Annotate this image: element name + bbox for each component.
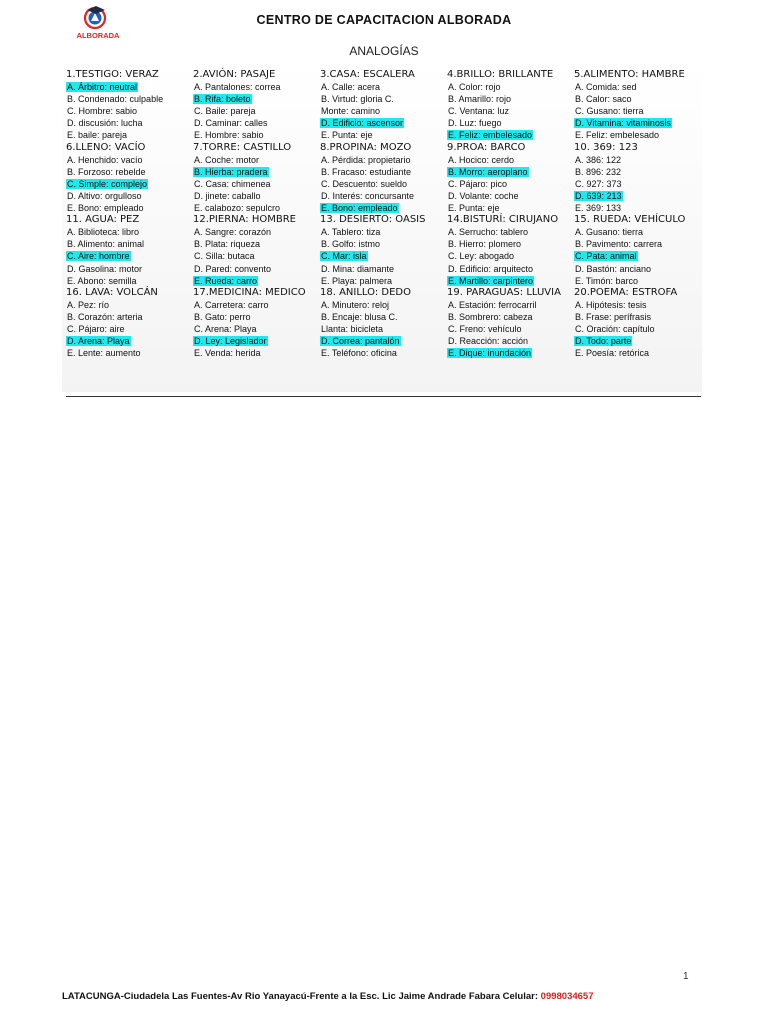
- answer-option: [447, 202, 574, 214]
- option-text: E. Lente: aumento: [67, 348, 141, 359]
- answer-option: [66, 299, 193, 311]
- option-text: C. Arena: Playa: [194, 323, 257, 334]
- analogy-question: 19. PARAGUAS: LLUVIA: [447, 286, 561, 298]
- analogy-question: 5.ALIMENTO: HAMBRE: [574, 69, 685, 80]
- answer-option: [193, 129, 320, 141]
- answer-option: [193, 202, 320, 214]
- option-text: E. Abono: semilla: [67, 275, 137, 286]
- answer-option-correct: [193, 166, 320, 178]
- answer-option: [66, 263, 193, 275]
- option-text: E. Playa: palmera: [321, 275, 393, 286]
- column-1: [66, 69, 193, 359]
- answer-option: [193, 178, 320, 190]
- answer-option: [193, 226, 320, 238]
- answer-option-correct: [320, 250, 447, 262]
- option-text: D. Ley: Legislador: [194, 336, 267, 347]
- option-text: A. Color: rojo: [448, 82, 501, 93]
- option-text: E. Timón: barco: [575, 275, 639, 286]
- answer-option: [574, 226, 706, 238]
- answer-option: [193, 250, 320, 262]
- column-2: [193, 69, 320, 359]
- option-text: C. Ley: abogado: [448, 251, 515, 262]
- option-text: E. Bono: empleado: [321, 203, 398, 214]
- answer-option: [193, 105, 320, 117]
- analogy-block: [574, 214, 706, 287]
- answer-option: [574, 154, 706, 166]
- answer-option: [574, 238, 706, 250]
- option-text: A. Hipótesis: tesis: [575, 299, 647, 310]
- option-text: B. Encaje: blusa C.: [321, 311, 398, 322]
- answer-option: [193, 190, 320, 202]
- analogy-block: [193, 142, 320, 215]
- option-text: B. Condenado: culpable: [67, 94, 164, 105]
- option-text: A. Gusano: tierra: [575, 227, 644, 238]
- footer-address: [62, 991, 594, 1002]
- page-title: CENTRO DE CAPACITACION ALBORADA: [256, 13, 512, 27]
- option-text: B. Amarillo: rojo: [448, 94, 512, 105]
- answer-option: [66, 105, 193, 117]
- option-text: A. Árbitro: neutral: [67, 82, 138, 93]
- option-text: C. Simple: complejo: [67, 178, 148, 189]
- answer-option: [320, 275, 447, 287]
- option-text: A. Hocico: cerdo: [448, 154, 515, 165]
- analogy-question: 15. RUEDA: VEHÍCULO: [574, 214, 686, 226]
- answer-option: [320, 190, 447, 202]
- analogy-block: [447, 142, 574, 215]
- analogy-block: [320, 214, 447, 287]
- answer-option-correct: [574, 117, 706, 129]
- answer-option: [66, 190, 193, 202]
- analogy-question: 17.MEDICINA: MEDICO: [193, 286, 306, 298]
- option-text: E. Dique: inundación: [448, 348, 532, 359]
- option-text: C. Gusano: tierra: [575, 106, 644, 117]
- option-text: E. baile: pareja: [67, 130, 128, 141]
- answer-option: [447, 311, 574, 323]
- option-text: A. Coche: motor: [194, 154, 260, 165]
- answer-option: [574, 105, 706, 117]
- answer-option: [320, 178, 447, 190]
- column-5: [574, 69, 706, 359]
- option-text: A. 386: 122: [575, 154, 622, 165]
- answer-option: [193, 299, 320, 311]
- option-text: A. Pérdida: propietario: [321, 154, 411, 165]
- analogy-question: 11. AGUA: PEZ: [66, 214, 140, 226]
- option-text: C. Pájaro: aire: [67, 323, 125, 334]
- option-text: B. Hierro: plomero: [448, 239, 522, 250]
- analogy-block: [320, 287, 447, 360]
- analogy-question: 4.BRILLO: BRILLANTE: [447, 69, 554, 80]
- answer-option: [574, 311, 706, 323]
- analogy-block: [447, 69, 574, 142]
- answer-option: [193, 347, 320, 359]
- answer-option-correct: [447, 347, 574, 359]
- option-text: C. Hombre: sabio: [67, 106, 138, 117]
- answer-option: [447, 105, 574, 117]
- option-text: E. Poesía: retórica: [575, 348, 650, 359]
- option-text: D. Reacción: acción: [448, 336, 529, 347]
- option-text: B. Golfo: istmo: [321, 239, 381, 250]
- answer-option: [320, 93, 447, 105]
- option-text: Llanta: bicicleta: [321, 323, 384, 334]
- option-text: C. Silla: butaca: [194, 251, 255, 262]
- option-text: B. Alimento: animal: [67, 239, 145, 250]
- answer-option-correct: [447, 129, 574, 141]
- option-text: A. Comida: sed: [575, 82, 637, 93]
- option-text: A. Minutero: reloj: [321, 299, 390, 310]
- option-text: A. Henchido: vacío: [67, 154, 143, 165]
- answer-option: [320, 311, 447, 323]
- answer-option-correct: [320, 117, 447, 129]
- analogy-question: 6.LLENO: VACÍO: [66, 141, 146, 153]
- option-text: C. Ventana: luz: [448, 106, 510, 117]
- logo-text: ALBORADA: [76, 31, 120, 40]
- analogy-block: [320, 142, 447, 215]
- analogy-question: 7.TORRE: CASTILLO: [193, 141, 292, 153]
- answer-option: [447, 335, 574, 347]
- answer-option: [447, 117, 574, 129]
- answer-option: [320, 299, 447, 311]
- answer-option: [193, 311, 320, 323]
- answer-option: [66, 129, 193, 141]
- option-text: A. Carretera: carro: [194, 299, 269, 310]
- answer-option: [66, 93, 193, 105]
- answer-option: [574, 178, 706, 190]
- column-3: [320, 69, 447, 359]
- answer-option: [447, 190, 574, 202]
- answer-option: [447, 154, 574, 166]
- answer-option: [66, 117, 193, 129]
- footer-text: LATACUNGA-Ciudadela Las Fuentes-Av Rio Yanayacú-Frente a la Esc. Lic Jaime Andrade Fabara Celular:: [62, 991, 541, 1002]
- option-text: E. Rueda: carro: [194, 275, 258, 286]
- answer-option: [320, 347, 447, 359]
- analogy-question: 13. DESIERTO: OASIS: [320, 214, 426, 226]
- answer-option: [66, 226, 193, 238]
- option-text: D. 639: 213: [575, 190, 622, 201]
- answer-option-correct: [447, 275, 574, 287]
- analogy-block: [66, 287, 193, 360]
- option-text: A. Pantalones: correa: [194, 82, 281, 93]
- option-text: D. Todo: parte: [575, 336, 632, 347]
- option-text: D. Arena: Playa: [67, 336, 130, 347]
- analogy-block: [447, 214, 574, 287]
- option-text: B. 896: 232: [575, 166, 622, 177]
- option-text: B. Plata: riqueza: [194, 239, 261, 250]
- analogy-question: 16. LAVA: VOLCÁN: [66, 286, 158, 298]
- answer-option-correct: [66, 250, 193, 262]
- answer-option: [320, 238, 447, 250]
- answer-option-correct: [66, 178, 193, 190]
- answer-option: [447, 250, 574, 262]
- answer-option-correct: [574, 250, 706, 262]
- answer-option-correct: [320, 335, 447, 347]
- option-text: D. Correa: pantalón: [321, 336, 400, 347]
- option-text: D. Volante: coche: [448, 190, 519, 201]
- analogy-question: 12.PIERNA: HOMBRE: [193, 214, 296, 226]
- answer-option: [193, 263, 320, 275]
- answer-option: [574, 202, 706, 214]
- option-text: B. Corazón: arteria: [67, 311, 143, 322]
- option-text: D. Gasolina: motor: [67, 263, 143, 274]
- option-text: D. Bastón: anciano: [575, 263, 652, 274]
- option-text: B. Pavimento: carrera: [575, 239, 663, 250]
- answer-option: [447, 81, 574, 93]
- option-text: E. Martillo: carpintero: [448, 275, 534, 286]
- option-text: B. Virtud: gloria C.: [321, 94, 394, 105]
- analogy-question: 18. ANILLO: DEDO: [320, 286, 411, 298]
- answer-option: [447, 263, 574, 275]
- answer-option: [66, 166, 193, 178]
- answer-option-correct: [193, 335, 320, 347]
- answer-option-correct: [574, 335, 706, 347]
- option-text: E. Feliz: embelesado: [575, 130, 660, 141]
- answer-option: [193, 154, 320, 166]
- option-text: E. 369: 133: [575, 203, 622, 214]
- answer-option: [66, 275, 193, 287]
- analogy-question: 2.AVIÓN: PASAJE: [193, 69, 276, 80]
- option-text: E. calabozo: sepulcro: [194, 203, 281, 214]
- answer-option: [447, 178, 574, 190]
- answer-option: [320, 105, 447, 117]
- option-text: B. Hierba: pradera: [194, 166, 268, 177]
- option-text: D. Pared: convento: [194, 263, 272, 274]
- option-text: E. Bono: empleado: [67, 203, 144, 214]
- analogy-block: [193, 287, 320, 360]
- answer-option: [574, 263, 706, 275]
- option-text: D. jinete: caballo: [194, 190, 261, 201]
- answer-option: [320, 154, 447, 166]
- analogy-block: [193, 214, 320, 287]
- answer-option: [66, 202, 193, 214]
- answer-option: [320, 166, 447, 178]
- option-text: D. Vitamina: vitaminosis: [575, 118, 671, 129]
- answer-option-correct: [193, 275, 320, 287]
- answer-option: [447, 323, 574, 335]
- option-text: D. Edificio: arquitecto: [448, 263, 534, 274]
- analogies-grid: [66, 69, 706, 359]
- answer-option: [193, 323, 320, 335]
- answer-option: [447, 93, 574, 105]
- option-text: B. Fracaso: estudiante: [321, 166, 412, 177]
- option-text: E. Punta: eje: [448, 203, 500, 214]
- option-text: B. Sombrero: cabeza: [448, 311, 533, 322]
- answer-option: [66, 154, 193, 166]
- answer-option: [320, 226, 447, 238]
- option-text: C. Baile: pareja: [194, 106, 256, 117]
- option-text: D. Luz: fuego: [448, 118, 502, 129]
- analogy-question: 20.POEMA: ESTROFA: [574, 286, 678, 298]
- answer-option-correct: [447, 166, 574, 178]
- option-text: A. Calle: acera: [321, 82, 381, 93]
- option-text: C. Pata: animal: [575, 251, 637, 262]
- option-text: A. Estación: ferrocarril: [448, 299, 537, 310]
- page-number: 1: [683, 971, 689, 982]
- option-text: B. Gato: perro: [194, 311, 251, 322]
- analogy-block: [320, 69, 447, 142]
- answer-option: [447, 226, 574, 238]
- analogy-question: 9.PROA: BARCO: [447, 141, 526, 153]
- option-text: A. Pez: río: [67, 299, 110, 310]
- column-4: [447, 69, 574, 359]
- answer-option: [574, 299, 706, 311]
- answer-option: [447, 238, 574, 250]
- answer-option: [320, 323, 447, 335]
- answer-option: [320, 81, 447, 93]
- analogy-question: 14.BISTURÍ: CIRUJANO: [447, 214, 559, 226]
- answer-option: [66, 347, 193, 359]
- answer-option-correct: [574, 190, 706, 202]
- answer-option: [193, 238, 320, 250]
- analogy-block: [574, 69, 706, 142]
- answer-option: [320, 263, 447, 275]
- answer-option: [574, 347, 706, 359]
- option-text: C. 927: 373: [575, 178, 622, 189]
- answer-option: [574, 166, 706, 178]
- option-text: B. Morro: aeroplano: [448, 166, 528, 177]
- answer-option: [574, 93, 706, 105]
- analogy-question: 1.TESTIGO: VERAZ: [66, 69, 159, 80]
- analogy-question: 3.CASA: ESCALERA: [320, 69, 415, 80]
- option-text: E. Feliz: embelesado: [448, 130, 533, 141]
- option-text: D. Mina: diamante: [321, 263, 395, 274]
- analogy-block: [66, 142, 193, 215]
- option-text: C. Descuento: sueldo: [321, 178, 408, 189]
- option-text: Monte: camino: [321, 106, 381, 117]
- option-text: C. Oración: capítulo: [575, 323, 655, 334]
- option-text: E. Venda: herida: [194, 348, 261, 359]
- answer-option: [574, 275, 706, 287]
- option-text: E. Hombre: sabio: [194, 130, 264, 141]
- option-text: E. Punta: eje: [321, 130, 373, 141]
- option-text: A. Sangre: corazón: [194, 227, 272, 238]
- answer-option: [66, 311, 193, 323]
- answer-option: [193, 117, 320, 129]
- option-text: D. Edificio: ascensor: [321, 118, 404, 129]
- answer-option-correct: [66, 335, 193, 347]
- option-text: D. Caminar: calles: [194, 118, 268, 129]
- option-text: D. Interés: concursante: [321, 190, 415, 201]
- answer-option: [447, 299, 574, 311]
- answer-option: [574, 81, 706, 93]
- answer-option: [66, 323, 193, 335]
- answer-option-correct: [320, 202, 447, 214]
- analogy-question: 10. 369: 123: [574, 141, 638, 153]
- option-text: C. Aire: hombre: [67, 251, 130, 262]
- divider-line: [66, 396, 701, 397]
- answer-option: [66, 238, 193, 250]
- answer-option-correct: [193, 93, 320, 105]
- option-text: C. Casa: chimenea: [194, 178, 271, 189]
- analogy-block: [574, 287, 706, 360]
- option-text: A. Serrucho: tablero: [448, 227, 529, 238]
- analogy-block: [66, 214, 193, 287]
- option-text: E. Teléfono: oficina: [321, 348, 397, 359]
- option-text: B. Forzoso: rebelde: [67, 166, 146, 177]
- answer-option: [193, 81, 320, 93]
- option-text: C. Pájaro: pico: [448, 178, 508, 189]
- answer-option: [320, 129, 447, 141]
- answer-option-correct: [66, 81, 193, 93]
- analogy-question: 8.PROPINA: MOZO: [320, 141, 412, 153]
- option-text: D. Altivo: orgulloso: [67, 190, 142, 201]
- section-title: ANALOGÍAS: [349, 44, 419, 58]
- option-text: C. Freno: vehículo: [448, 323, 522, 334]
- option-text: B. Frase: perífrasis: [575, 311, 652, 322]
- analogy-block: [66, 69, 193, 142]
- analogy-block: [447, 287, 574, 360]
- option-text: B. Calor: saco: [575, 94, 632, 105]
- footer-phone: 0998034657: [540, 991, 594, 1002]
- option-text: D. discusión: lucha: [67, 118, 143, 129]
- option-text: A. Tablero: tiza: [321, 227, 381, 238]
- option-text: C. Mar: isla: [321, 251, 367, 262]
- option-text: B. Rifa: boleto: [194, 94, 251, 105]
- analogy-block: [574, 142, 706, 215]
- answer-option: [574, 323, 706, 335]
- option-text: A. Biblioteca: libro: [67, 227, 140, 238]
- analogy-block: [193, 69, 320, 142]
- answer-option: [574, 129, 706, 141]
